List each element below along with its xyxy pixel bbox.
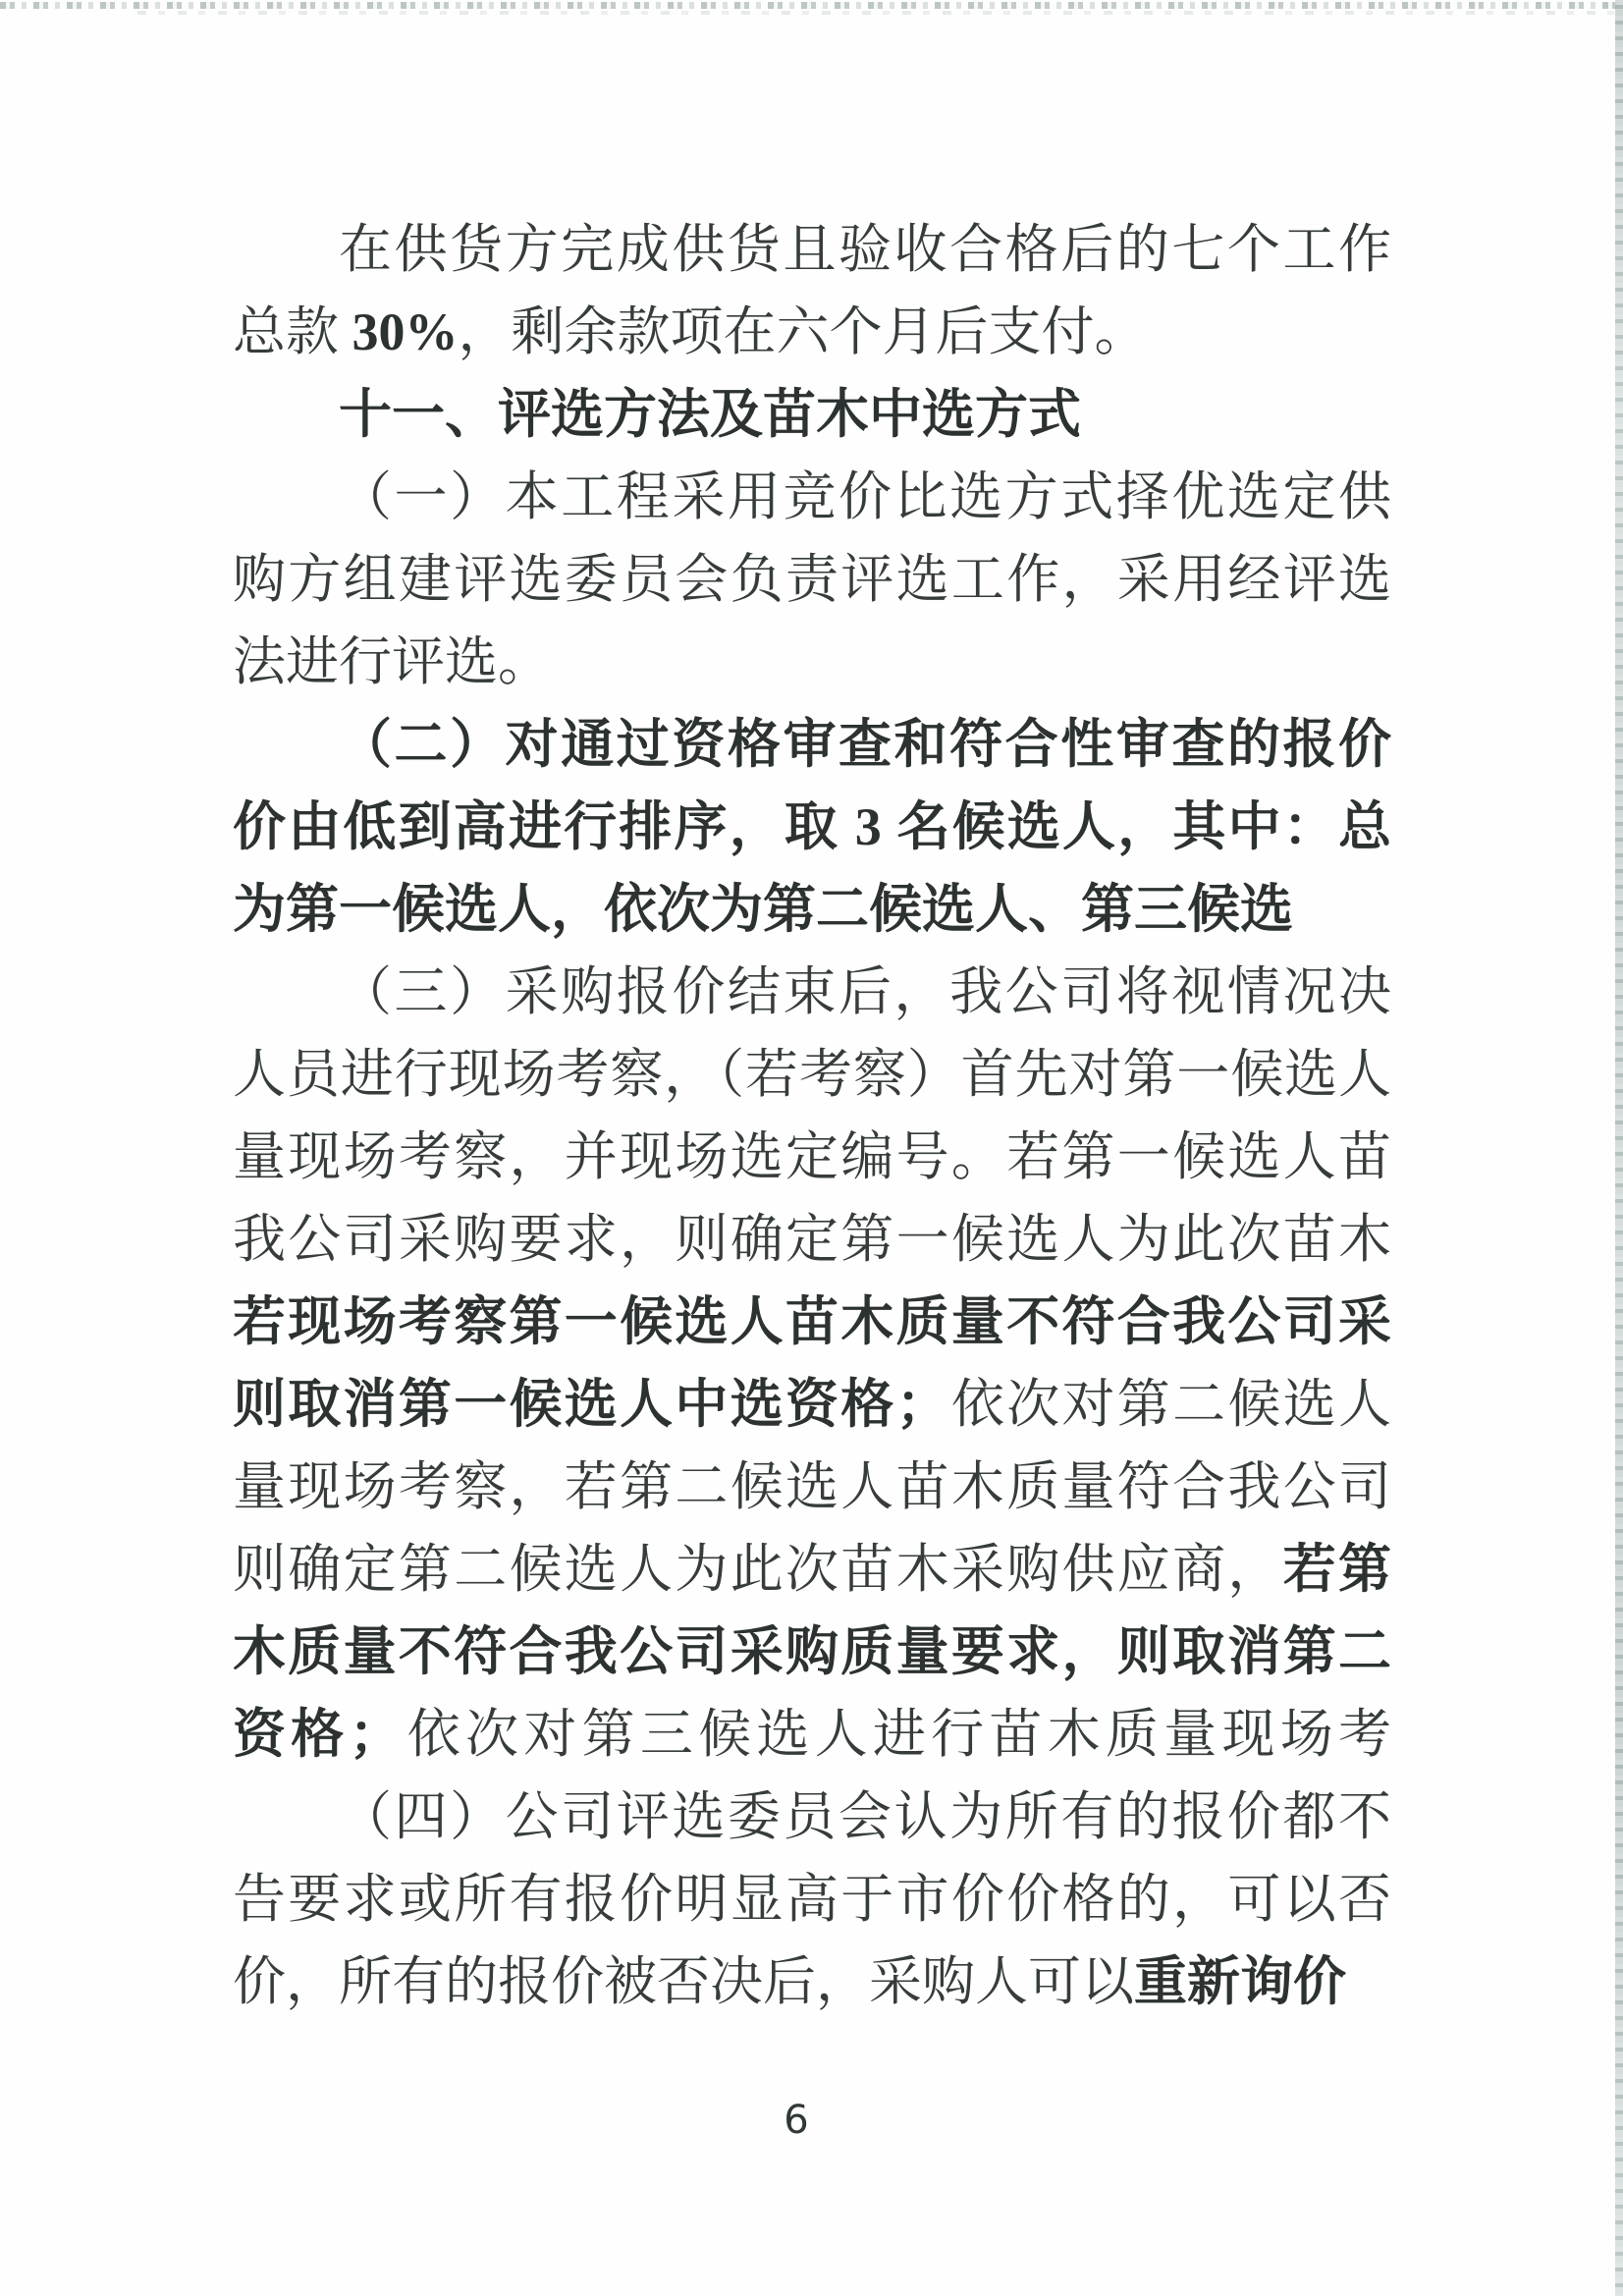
- text-line: [233, 456, 1391, 538]
- text-segment: 则取消第一候选人中选资格；: [233, 1375, 949, 1434]
- text-segment: （一）本工程采用竞价比选方式择优选定供: [339, 467, 1391, 526]
- text-segment: 告要求或所有报价明显高于市价价格的，可以否: [233, 1870, 1391, 1929]
- text-line: [233, 291, 1391, 373]
- text-line: [233, 538, 1391, 621]
- text-segment: 我公司采购要求，则确定第一候选人为此次苗木: [233, 1210, 1391, 1269]
- text-segment: 木质量不符合我公司采购质量要求，则取消第二: [233, 1622, 1391, 1681]
- text-segment: （二）对通过资格审查和符合性审查的报价: [339, 715, 1391, 774]
- text-line: [233, 621, 1391, 703]
- text-segment: （四）公司评选委员会认为所有的报价都不: [339, 1787, 1391, 1846]
- text-segment: 30%: [352, 302, 459, 361]
- text-segment: 资格；: [233, 1705, 403, 1764]
- text-segment: 若现场考察第一候选人苗木质量不符合我公司采: [233, 1292, 1391, 1351]
- text-line: [233, 1858, 1391, 1941]
- text-line: [233, 1281, 1391, 1363]
- section-heading: [233, 373, 1391, 456]
- text-segment: 重新询价: [1134, 1952, 1346, 2011]
- text-line: [233, 951, 1391, 1033]
- text-line: [233, 868, 1391, 951]
- text-segment: 法进行评选。: [233, 632, 551, 691]
- text-segment: 量现场考察，若第二候选人苗木质量符合我公司: [233, 1457, 1391, 1516]
- text-segment: 则确定第二候选人为此次苗木采购供应商，: [233, 1540, 1283, 1599]
- text-segment: （三）采购报价结束后，我公司将视情况决: [339, 962, 1391, 1021]
- text-segment: 若第: [1282, 1540, 1391, 1599]
- text-line: [233, 1941, 1391, 2023]
- scan-noise-band-top: [0, 2, 1623, 9]
- text-line: [233, 1198, 1391, 1281]
- text-line: [233, 1033, 1391, 1116]
- text-segment: 在供货方完成供货且验收合格后的七个工作: [339, 220, 1391, 279]
- text-segment: 依次对第三候选人进行苗木质量现场考: [402, 1705, 1391, 1764]
- text-segment: 量现场考察，并现场选定编号。若第一候选人苗: [233, 1127, 1391, 1186]
- text-line: [233, 703, 1391, 786]
- text-line: [233, 1116, 1391, 1198]
- text-line: [233, 1693, 1391, 1776]
- text-line: [233, 1446, 1391, 1528]
- text-line: [233, 208, 1391, 291]
- scan-edge-band-right: [1615, 0, 1623, 2296]
- page-number: 6: [784, 2098, 809, 2143]
- text-segment: 依次对第二候选人: [948, 1375, 1391, 1434]
- text-segment: 购方组建评选委员会负责评选工作，采用经评选: [233, 550, 1391, 609]
- document-body: [233, 208, 1391, 2023]
- text-line: [233, 1611, 1391, 1693]
- text-segment: 人员进行现场考察，（若考察）首先对第一候选人: [233, 1045, 1391, 1104]
- text-segment: 价由低到高进行排序，取 3 名候选人，其中：总: [233, 797, 1391, 856]
- text-segment: 十一、评选方法及苗木中选方式: [339, 385, 1081, 444]
- text-segment: ，剩余款项在六个月后支付。: [458, 302, 1148, 361]
- text-line: [233, 1776, 1391, 1858]
- text-segment: 价，所有的报价被否决后，采购人可以: [233, 1952, 1134, 2011]
- text-line: [233, 1528, 1391, 1611]
- text-line: [233, 1363, 1391, 1446]
- text-segment: 总款: [233, 302, 352, 361]
- text-line: [233, 786, 1391, 868]
- text-segment: 为第一候选人，依次为第二候选人、第三候选: [233, 880, 1293, 939]
